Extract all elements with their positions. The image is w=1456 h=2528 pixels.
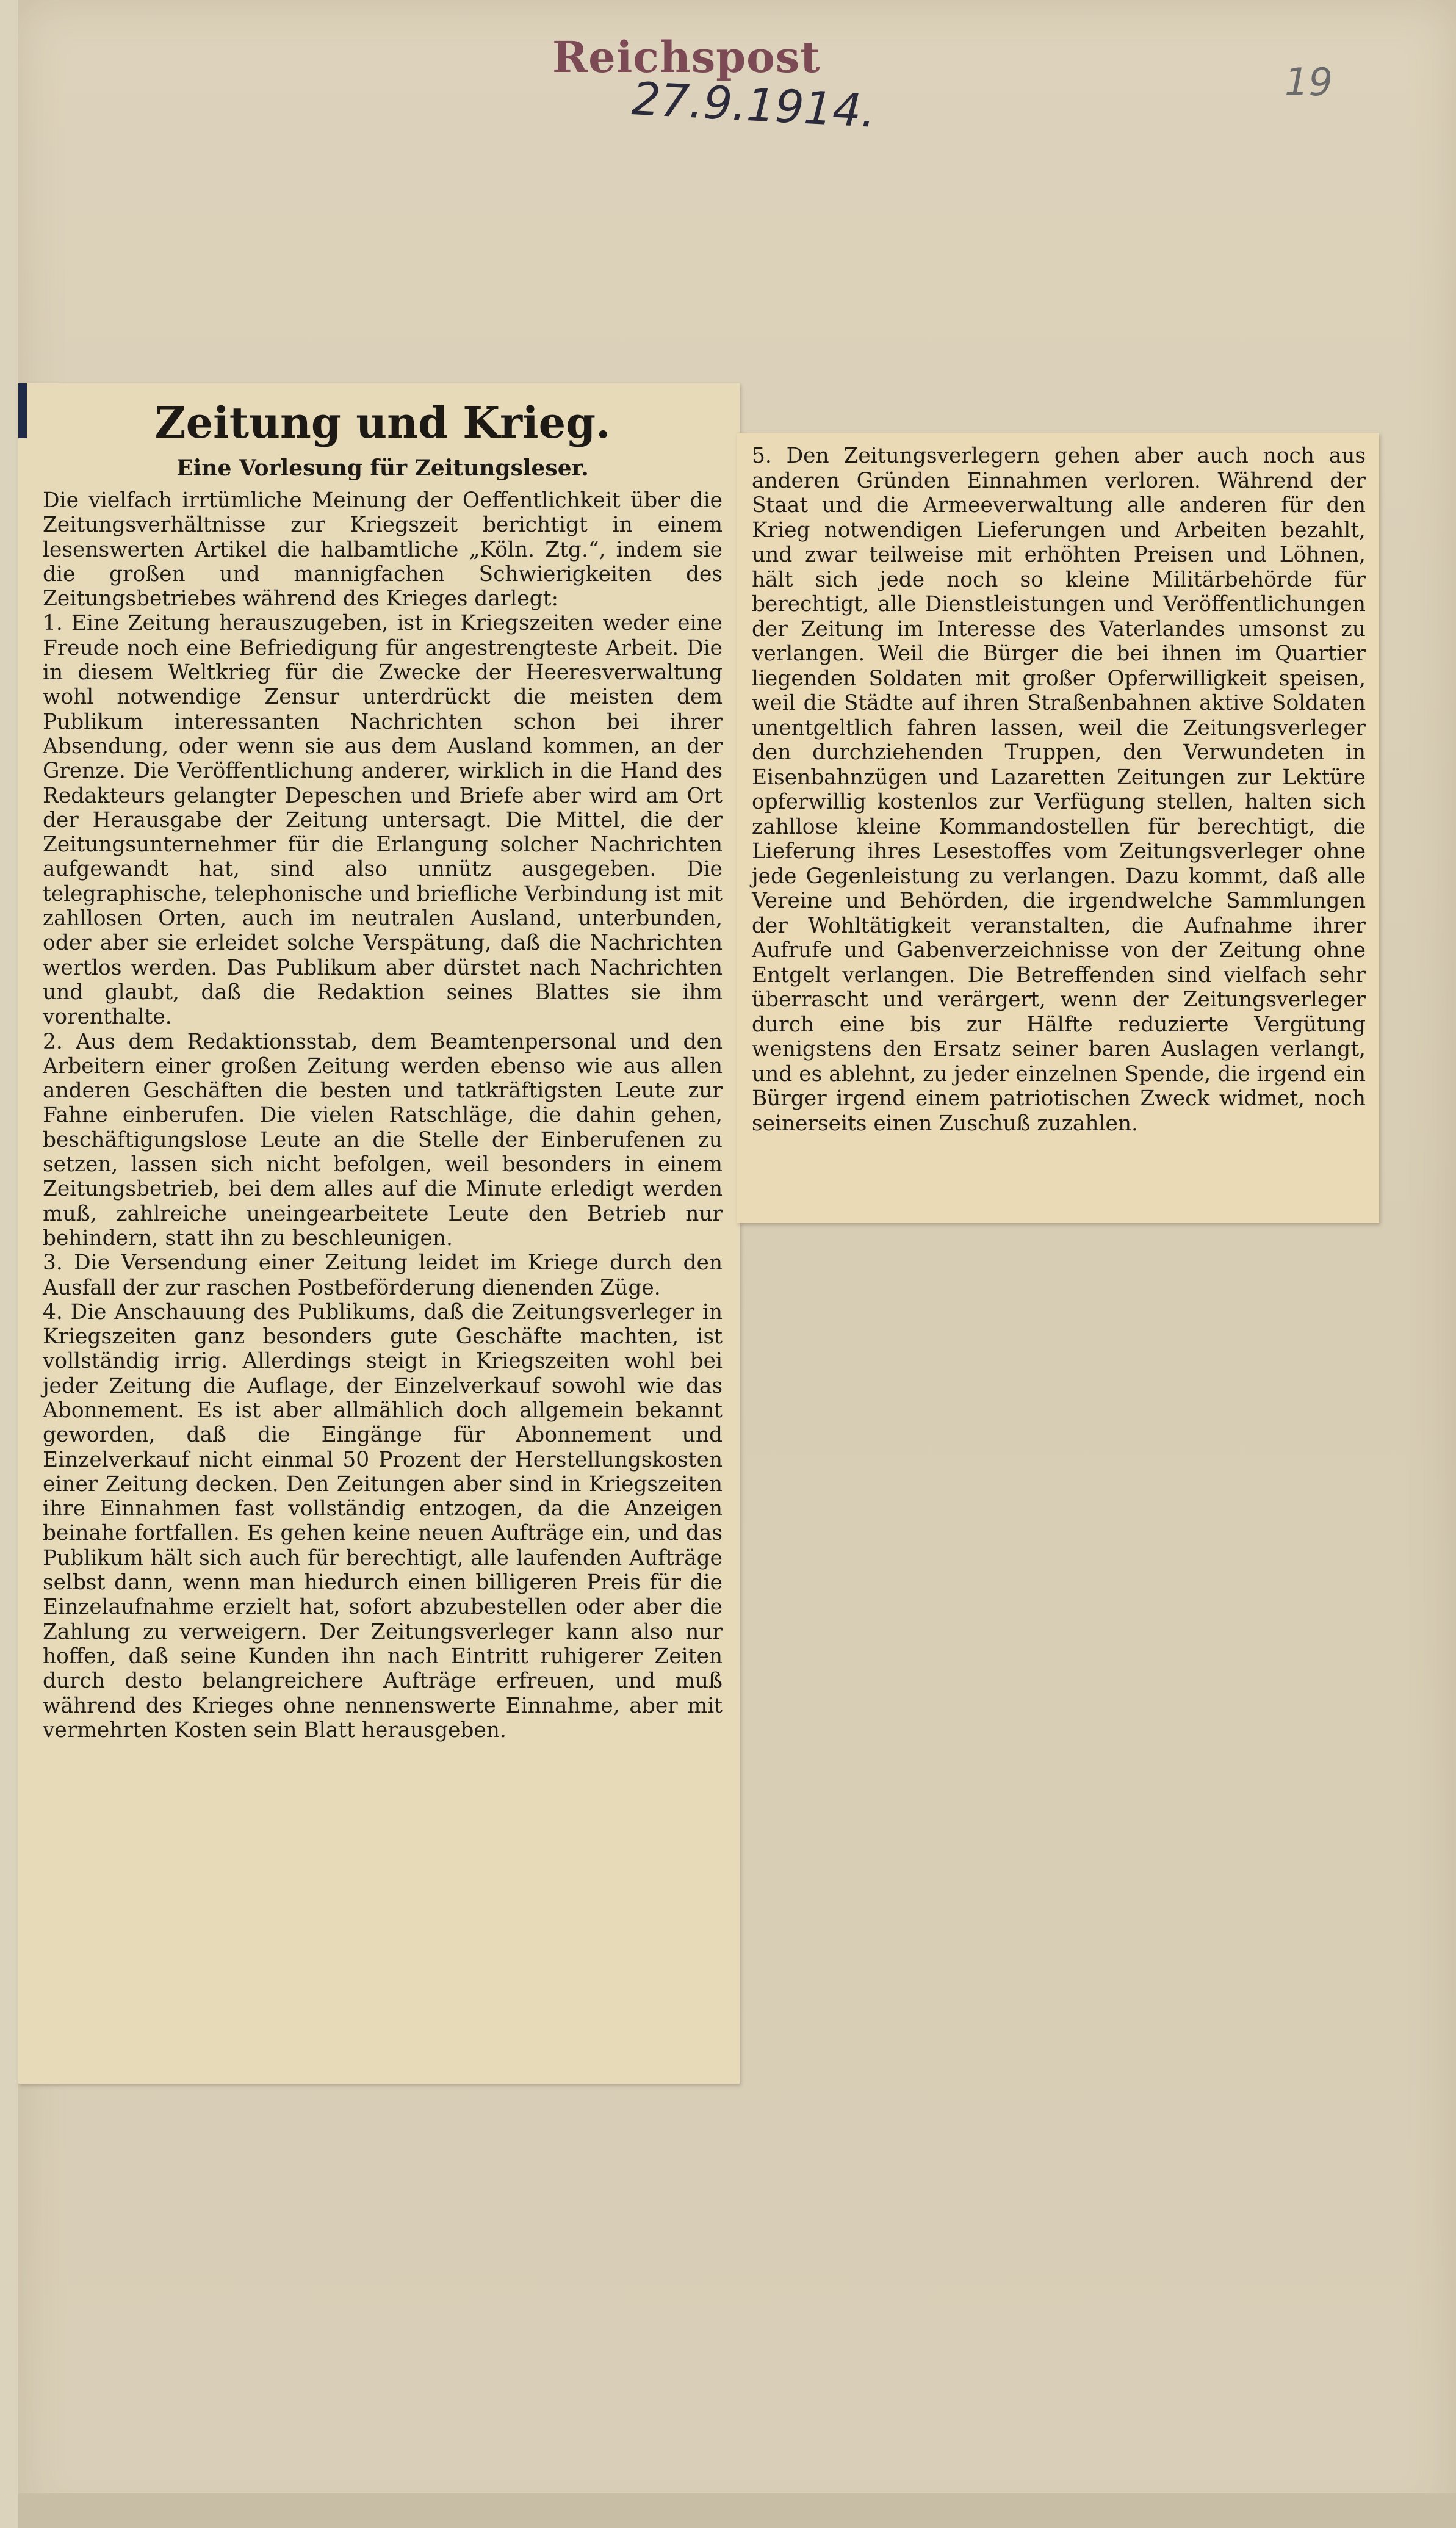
clipping-right-column xyxy=(737,433,1379,1223)
article-paragraph-4: 4. Die Anschauung des Publikums, daß die Zeitungsverleger in Kriegszeiten ganz besonders gute Geschäfte machten, ist vollständig irrig. Allerdings steigt in Kriegszeiten wohl bei jeder Zeitung die Auflage, der Einzelverkauf sowohl wie das Abonnement. Es ist aber allmählich doch allgemein bekannt geworden, daß die Eingänge für Abonnement und Einzelverkauf nicht einmal 50 Prozent der Herstellungskosten einer Zeitung decken. Den Zeitungen aber sind in Kriegszeiten ihre Einnahmen fast vollständig entzogen, da die Anzeigen beinahe fortfallen. Es gehen keine neuen Aufträge ein, und das Publikum hält sich auch für berechtigt, alle laufenden Aufträge selbst dann, wenn man hiedurch einen billigeren Preis für die Einzelaufnahme erzielt hat, sofort abzubestellen oder aber die Zahlung zu verweigern. Der Zeitungsverleger kann also nur hoffen, daß seine Kunden ihn nach Eintritt ruhigerer Zeiten durch desto belangreichere Aufträge erfreuen, und muß während des Krieges ohne nennenswerte Einnahme, aber mit vermehrten Kosten sein Blatt herausgeben. xyxy=(43,1299,723,1743)
clipping-edge-mark xyxy=(18,383,27,438)
page-number: 19 xyxy=(1285,60,1333,104)
article-paragraph-5: 5. Den Zeitungsverlegern gehen aber auch noch aus anderen Gründen Einnahmen verloren. Während der Staat und die Armeeverwaltung alle anderen für den Krieg notwendigen Lieferungen und Arbeiten bezahlt, und zwar teilweise mit erhöhten Preisen und Löhnen, hält sich jede noch so kleine Militärbehörde für berechtigt, alle Dienstleistungen und Veröffentlichungen der Zeitung im Interesse des Vaterlandes umsonst zu verlangen. Weil die Bürger die bei ihnen im Quartier liegenden Soldaten mit großer Opferwilligkeit speisen, weil die Städte auf ihren Straßenbahnen aktive Soldaten unentgeltlich fahren lassen, weil die Zeitungsverleger den durchziehenden Truppen, den Verwundeten in Eisenbahnzügen und Lazaretten Zeitungen zur Lektüre opferwillig kostenlos zur Verfügung stellen, halten sich zahllose kleine Kommandostellen für berechtigt, die Lieferung ihres Lesestoffes vom Zeitungsverleger ohne jede Gegenleistung zu verlangen. Dazu kommt, daß alle Vereine und Behörden, die irgendwelche Sammlungen der Wohltätigkeit veranstalten, die Aufnahme ihrer Aufrufe und Gabenverzeichnisse von der Zeitung ohne Entgelt verlangen. Die Betreffenden sind vielfach sehr überrascht und verärgert, wenn der Zeitungsverleger durch eine bis zur Hälfte reduzierte Vergütung wenigstens den Ersatz seiner baren Auslagen verlangt, und es ablehnt, zu jeder einzelnen Spende, die irgend ein Bürger irgend einem patriotischen Zweck widmet, noch seinerseits einen Zuschuß zuzahlen. xyxy=(752,444,1366,1136)
article-paragraph-intro: Die vielfach irrtümliche Meinung der Oeffentlichkeit über die Zeitungsverhältnisse zur Kriegszeit berichtigt in einem lesenswerten Artikel die halbamtliche „Köln. Ztg.“, indem sie die großen und mannigfachen Schwierigkeiten des Zeitungsbetriebes während des Krieges darlegt: xyxy=(43,488,723,612)
handwritten-date: 27.9.1914. xyxy=(630,73,878,138)
article-paragraph-2: 2. Aus dem Redaktionsstab, dem Beamtenpersonal und den Arbeitern einer großen Zeitung werden ebenso wie aus allen anderen Geschäften die besten und tatkräftigsten Leute zur Fahne einberufen. Die vielen Ratschläge, die dahin gehen, beschäftigungslose Leute an die Stelle der Einberufenen zu setzen, lassen sich nicht befolgen, weil besonders in einem Zeitungsbetrieb, bei dem alles auf die Minute erledigt werden muß, zahlreiche uneingearbeitete Leute den Betrieb nur behindern, statt ihn zu beschleunigen. xyxy=(43,1029,723,1251)
article-headline: Zeitung und Krieg. xyxy=(154,397,611,448)
clipping-left-column xyxy=(18,383,740,2084)
newspaper-stamp: Reichspost xyxy=(552,32,821,82)
article-subtitle: Eine Vorlesung für Zeitungsleser. xyxy=(176,455,589,481)
article-paragraph-1: 1. Eine Zeitung herauszugeben, ist in Kriegszeiten weder eine Freude noch eine Befriedigung für angestrengteste Arbeit. Die in diesem Weltkrieg für die Zwecke der Heeresverwaltung wohl notwendige Zensur unterdrückt die meisten dem Publikum interessanten Nachrichten schon bei ihrer Absendung, oder wenn sie aus dem Ausland kommen, an der Grenze. Die Veröffentlichung anderer, wirklich in die Hand des Redakteurs gelangter Depeschen und Briefe aber wird am Ort der Herausgabe der Zeitung untersagt. Die Mittel, die der Zeitungsunternehmer für die Erlangung solcher Nachrichten aufgewandt hat, sind also unnütz ausgegeben. Die telegraphische, telephonische und briefliche Verbindung ist mit zahllosen Orten, auch im neutralen Ausland, unterbunden, oder aber sie erleidet solche Verspätung, daß die Nachrichten wertlos werden. Das Publikum aber dürstet nach Nachrichten und glaubt, daß die Redaktion seines Blattes sie ihm vorenthalte. xyxy=(43,611,723,1030)
article-paragraph-3: 3. Die Versendung einer Zeitung leidet im Kriege durch den Ausfall der zur raschen Postbeförderung dienenden Züge. xyxy=(43,1251,723,1300)
sheet-bottom-edge xyxy=(18,2493,1456,2528)
